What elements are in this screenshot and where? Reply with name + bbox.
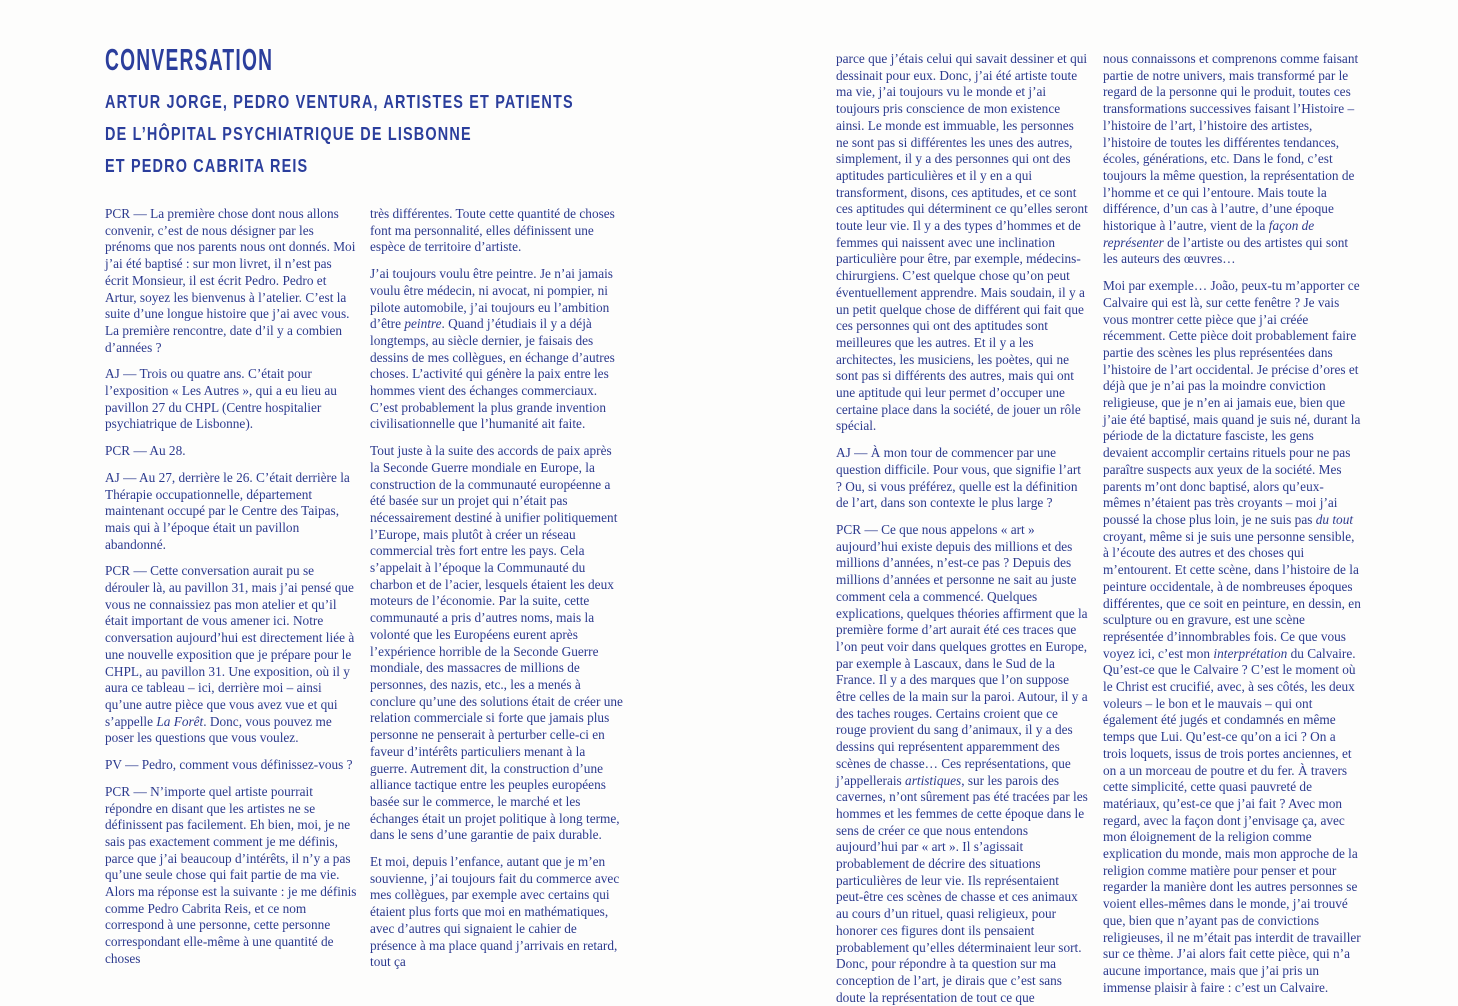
- text-run: , sur les parois des cavernes, n’ont sûrement pas été tracées par les hommes et les femmes de cette époque dans le sens de créer ce que nous entendons aujourd’hui par « art ». Il s’agissait probablement de décrire des situations particulières de leur vie. Ils représentaient peut-être ces scènes de chasse et ces animaux au cours d’un rituel, quasi religieux, pour honorer ces figures dont ils pensaient probablement qu’elles déterminaient leur sort. Donc, pour répondre à ta question sur ma conception de l’art, je dirais que c’est sans doute la représentation de tout ce que: [836, 772, 1088, 1005]
- text-run: du Calvaire. Qu’est-ce que le Calvaire ? C’est le moment où le Christ est crucifié, avec, à ses côtés, les deux voleurs – le bon et le mauvais – qui ont également été jugés et condamnés en même temps que Lui. Qu’est-ce qu’on a ici ? On a trois loquets, issus de trois portes anciennes, et on a un morceau de poutre et du fer. À travers cette simplicité, cette quasi pauvreté de matériaux, qu’est-ce que j’ai fait ? Avec mon regard, avec la façon dont j’envisage ça, avec mon éloignement de la religion comme explication du monde, mais mon approche de la religion comme matière pour penser et pour regarder la manière dont les autres personnes se voient elles-mêmes dans le monde, j’ai trouvé que, bien que n’ayant pas de convictions religieuses, il ne m’était pas interdit de travailler sur ce thème. J’ai alors fait cette pièce, qui n’a aucune importance, mais que j’ai pris un immense plaisir à faire : c’est un Calvaire.: [1103, 645, 1361, 995]
- text-column-1: [105, 206, 357, 968]
- paragraph: [370, 266, 624, 433]
- text-run: de l’artiste ou des artistes qui sont les auteurs des œuvres…: [1103, 234, 1349, 267]
- text-run: J’ai toujours voulu être peintre. Je n’ai jamais voulu être médecin, ni avocat, ni pompier, ni pilote automobile, j’ai toujours eu l’ambition d’être: [370, 266, 613, 332]
- paragraph: [1103, 278, 1361, 996]
- paragraph: [105, 470, 357, 554]
- text-run: PV — Pedro, comment vous définissez-vous ?: [105, 757, 353, 773]
- text-run: . Quand j’étudiais il y a déjà longtemps, au siècle dernier, je faisais des dessins de mes collègues, en échange d’autres choses. L’activité qui génère la paix entre les hommes vient des échanges commerciaux. C’est probablement la plus grande invention civilisationnelle que l’humanité ait faite.: [370, 316, 615, 432]
- text-run: Et moi, depuis l’enfance, autant que je m’en souvienne, j’ai toujours fait du commerce avec mes collègues, par exemple avec certains qui étaient plus forts que moi en mathématiques, avec d’autres qui signaient le cahier de présence à ma place quand j’arrivais en retard, tout ça: [370, 854, 620, 970]
- text-run: PCR — La première chose dont nous allons convenir, c’est de nous désigner par les prénoms que nos parents nous ont donnés. Moi j’ai été baptisé : sur mon livret, il n’est pas écrit Monsieur, il est écrit Pedro. Pedro et Artur, soyez les bienvenus à l’atelier. C’est la suite d’une longue histoire que j’ai avec vous. La première rencontre, date d’il y a combien d’années ?: [105, 206, 356, 355]
- text-run: très différentes. Toute cette quantité de choses font ma personnalité, elles définissent une espèce de territoire d’artiste.: [370, 206, 615, 255]
- text-column-2: [370, 206, 624, 971]
- page-title: CONVERSATION: [105, 42, 274, 77]
- text-column-4: [1103, 51, 1361, 996]
- text-run: Tout juste à la suite des accords de paix après la Seconde Guerre mondiale en Europe, la construction de la communauté européenne a été basée sur un projet qui n’était pas nécessairement destiné à unifier politiquement l’Europe, mais plutôt à créer un réseau commercial très fort entre les pays. Cela s’appelait à l’époque la Communauté du charbon et de l’acier, lesquels étaient les deux moteurs de l’économie. Par la suite, cette communauté a pris d’autres noms, mais la volonté que les Européens eurent après l’expérience horrible de la Seconde Guerre mondiale, des massacres de millions de personnes, des nazis, etc., les a menés à conclure qu’une des solutions était de créer une relation commerciale si forte que jamais plus personne ne penserait à perturber celle-ci en faveur d’intérêts particuliers menant à la guerre. Autrement dit, la construction d’une alliance tactique entre les peuples européens basée sur le commerce, le marché et les échanges était un projet politique à long terme, dans le sens d’une garantie de paix durable.: [370, 443, 623, 843]
- paragraph: [370, 206, 624, 256]
- paragraph: [105, 206, 357, 356]
- paragraph: [1103, 51, 1361, 268]
- paragraph: [370, 443, 624, 844]
- text-run: nous connaissons et comprenons comme faisant partie de notre univers, mais transformé par le regard de la personne qui le produit, toutes ces transformations successives faisant l’Histoire – l’histoire de l’art, l’histoire des artistes, l’histoire de toutes les différentes tendances, écoles, générations, etc. Dans le fond, c’est toujours la même question, la représentation de l’homme et ce qui l’entoure. Mais toute la différence, d’un cas à l’autre, d’une époque historique à l’autre, vient de la: [1103, 51, 1359, 234]
- paragraph: [370, 854, 624, 971]
- text-run: PCR — Ce que nous appelons « art » aujourd’hui existe depuis des millions et des millions d’années, n’est-ce pas ? Depuis des millions d’années et personne ne sait au juste comment cela a commencé. Quelques explications, quelques théories affirment que la première forme d’art aurait été ces traces que l’on peut voir dans quelques grottes en Europe, par exemple à Lascaux, dans le Sud de la France. Il y a des marques que l’on suppose être celles de la main sur la paroi. Autour, il y a des taches rouges. Certains croient que ce rouge provient du sang d’animaux, il y a des dessins qui représentent apparemment des scènes de chasse… Ces représentations, que j’appellerais: [836, 521, 1088, 788]
- text-column-3: [836, 51, 1088, 1006]
- italic-text-run: La Forêt: [156, 713, 204, 729]
- italic-text-run: artistiques: [905, 772, 962, 788]
- italic-text-run: façon de représenter: [1103, 218, 1315, 250]
- subtitle-line: ARTUR JORGE, PEDRO VENTURA, ARTISTES ET PATIENTS: [105, 91, 574, 112]
- page-subtitle: [105, 86, 574, 182]
- paragraph: [836, 51, 1088, 435]
- paragraph: [836, 445, 1088, 512]
- paragraph: [105, 757, 357, 774]
- text-run: AJ — À mon tour de commencer par une question difficile. Pour vous, que signifie l’art ? Ou, si vous préférez, quelle est la définition de l’art, dans son contexte le plus large ?: [836, 445, 1081, 511]
- text-run: parce que j’étais celui qui savait dessiner et qui dessinait pour eux. Donc, j’ai été artiste toute ma vie, j’ai toujours vu le monde et j’ai toujours pris conscience de mon existence ainsi. Le monde est immuable, les personnes ne sont pas si différentes les unes des autres, simplement, il y a des personnes qui ont des aptitudes particulières et il y en a qui transforment, disons, ces aptitudes, et ce sont ces aptitudes qui déterminent ce qu’elles seront toute leur vie. Il y a des types d’hommes et de femmes qui naissent avec une inclination particulière pour être, par exemple, médecins-chirurgiens. C’est quelque chose qu’on peut éventuellement apprendre. Mais soudain, il y a un petit quelque chose de différent qui fait que ces personnes qui ont des aptitudes sont meilleures que les autres. Et il y a les architectes, les musiciens, les poètes, qui ne sont pas si différents des autres, mais qui ont une aptitude qui leur permet d’occuper une certaine place dans la société, de jouer un rôle spécial.: [836, 51, 1088, 434]
- subtitle-line: DE L’HÔPITAL PSYCHIATRIQUE DE LISBONNE: [105, 123, 472, 144]
- text-run: . Donc, vous pouvez me poser les questions que vous voulez.: [105, 713, 332, 746]
- paragraph: [836, 522, 1088, 1006]
- italic-text-run: peintre: [404, 316, 442, 332]
- paragraph: [105, 784, 357, 968]
- italic-text-run: interprétation: [1213, 645, 1288, 661]
- text-run: PCR — Cette conversation aurait pu se dérouler là, au pavillon 31, mais j’ai pensé que vous ne connaissiez pas mon atelier et qu’il était important de vous amener ici. Notre conversation aujourd’hui est directement liée à une nouvelle exposition que je prépare pour le CHPL, au pavillon 31. Une exposition, où il y aura ce tableau – ici, derrière moi – ainsi qu’une autre pièce que vous avez vue et qui s’appelle: [105, 563, 355, 729]
- text-run: PCR — N’importe quel artiste pourrait répondre en disant que les artistes ne se définissent pas facilement. Eh bien, moi, je ne sais pas exactement comment je me définis, parce que j’ai beaucoup d’intérêts, il n’y a pas qu’une seule chose qui fait partie de ma vie. Alors ma réponse est la suivante : je me définis comme Pedro Cabrita Reis, et ce nom correspond à une personne, cette personne correspondant elle-même à une quantité de choses: [105, 783, 357, 966]
- paragraph: [105, 443, 357, 460]
- text-run: Moi par exemple… João, peux-tu m’apporter ce Calvaire qui est là, sur cette fenêtre ? Je vais vous montrer cette pièce que j’ai créée récemment. Cette pièce doit probablement faire partie des scènes les plus représentées dans l’histoire de l’art occidental. Je précise d’ores et déjà que je n’ai pas la moindre conviction religieuse, que je n’en ai jamais eue, bien que j’aie été baptisé, mais quand je suis né, durant la période de la dictature fasciste, les gens devaient accomplir certains rituels pour ne pas paraître suspects aux yeux de la société. Mes parents m’ont donc baptisé, alors qu’eux-mêmes n’étaient pas très croyants – moi j’ai poussé la chose plus loin, je ne suis pas: [1103, 278, 1361, 527]
- text-run: AJ — Au 27, derrière le 26. C’était derrière la Thérapie occupationnelle, département maintenant occupé par le Centre des Taipas, mais qui à l’époque était un pavillon abandonné.: [105, 469, 350, 552]
- text-run: croyant, même si je suis une personne sensible, à l’écoute des autres et des choses qui m’entourent. Et cette scène, dans l’histoire de la peinture occidentale, à de nombreuses époques différentes, que ce soit en peinture, en dessin, en sculpture ou en gravure, est une scène représentée d’innombrables fois. Ce que vous voyez ici, c’est mon: [1103, 528, 1361, 661]
- text-run: PCR — Au 28.: [105, 443, 186, 459]
- subtitle-line: ET PEDRO CABRITA REIS: [105, 155, 309, 176]
- italic-text-run: du tout: [1315, 511, 1354, 527]
- paragraph: [105, 563, 357, 747]
- text-run: AJ — Trois ou quatre ans. C’était pour l’exposition « Les Autres », qui a eu lieu au pavillon 27 du CHPL (Centre hospitalier psychiatrique de Lisbonne).: [105, 366, 337, 432]
- paragraph: [105, 366, 357, 433]
